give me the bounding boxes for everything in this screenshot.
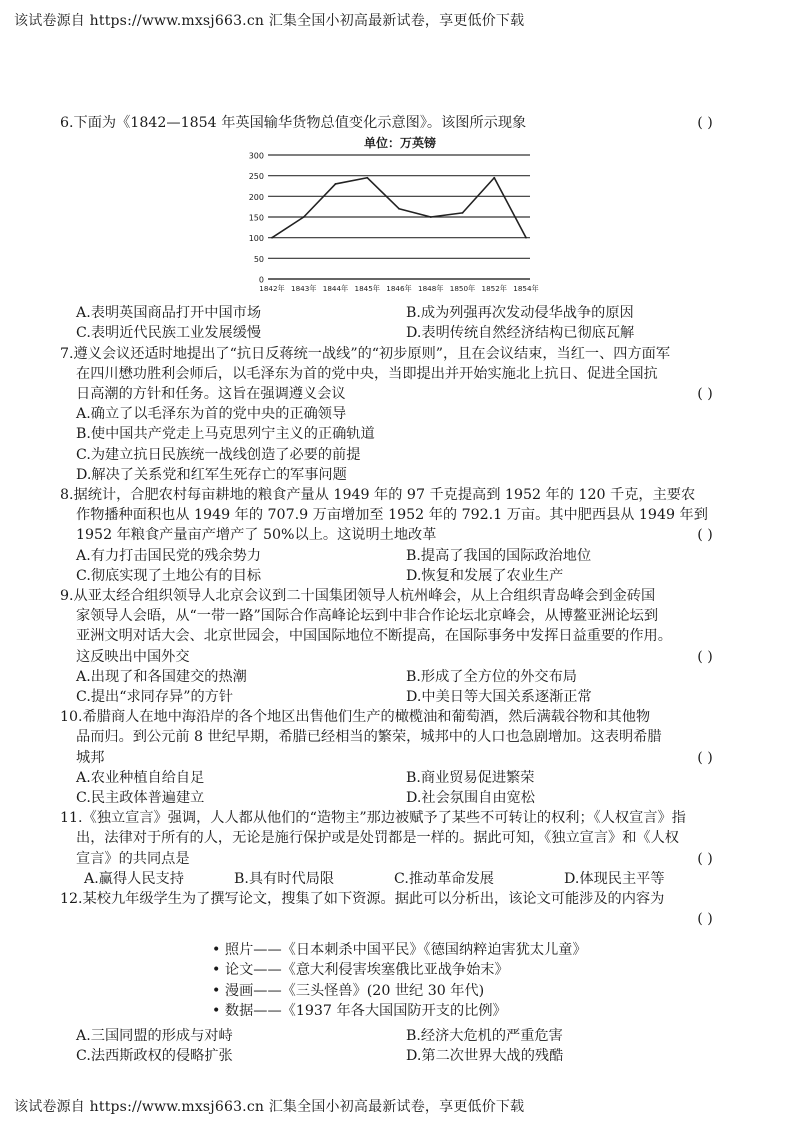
option-d[interactable]: D.解决了关系党和红军生死存亡的军事问题 bbox=[76, 466, 347, 483]
question-12-options bbox=[60, 1026, 728, 1066]
answer-bracket[interactable]: ( ) bbox=[697, 850, 713, 867]
option-d[interactable]: D.恢复和发展了农业生产 bbox=[406, 567, 564, 584]
data-point bbox=[462, 212, 464, 214]
question-8 bbox=[60, 485, 728, 586]
option-d[interactable]: D.表明传统自然经济结构已彻底瓦解 bbox=[406, 325, 635, 342]
question-12 bbox=[60, 889, 728, 1066]
option-d[interactable]: D.体现民主平等 bbox=[564, 870, 665, 887]
source-banner-top: 该试卷源自 https://www.mxsj663.cn 汇集全国小初高最新试卷，享更低价下载 bbox=[14, 13, 525, 29]
option-d[interactable]: D.第二次世界大战的残酷 bbox=[406, 1047, 564, 1064]
y-tick-label: 300 bbox=[248, 151, 264, 161]
option-a[interactable]: A.确立了以毛泽东为首的党中央的正确领导 bbox=[76, 406, 347, 423]
answer-bracket[interactable]: ( ) bbox=[697, 648, 713, 665]
x-tick-label: 1842年 bbox=[259, 284, 285, 294]
option-d[interactable]: D.中美日等大国关系逐渐正常 bbox=[406, 689, 592, 706]
question-12-stem-line-1: 12.某校九年级学生为了撰写论文，搜集了如下资源。据此可以分析出，该论文可能涉及的内容为 bbox=[60, 891, 665, 908]
option-d[interactable]: D.社会氛围自由宽松 bbox=[406, 790, 535, 807]
question-7-stem-line-2: 在四川懋功胜利会师后，以毛泽东为首的党中央，当即提出并开始实施北上抗日、促进全国抗 bbox=[76, 365, 658, 382]
chart-title: 单位：万英镑 bbox=[363, 136, 437, 151]
x-tick-label: 1846年 bbox=[386, 284, 412, 294]
question-9-stem-line-1: 9.从亚太经合组织领导人北京会议到二十国集团领导人杭州峰会，从上合组织青岛峰会到金砖国 bbox=[60, 588, 656, 605]
question-8-options bbox=[60, 546, 728, 586]
resource-item: • 数据——《1937 年各大国国防开支的比例》 bbox=[212, 1001, 728, 1022]
answer-bracket[interactable]: ( ) bbox=[697, 115, 713, 131]
resource-list bbox=[60, 940, 728, 1022]
question-11-stem-line-2: 出，法律对于所有的人，无论是施行保护或是处罚都是一样的。据此可知，《独立宣言》和《人权 bbox=[76, 830, 679, 847]
option-c[interactable]: C.推动革命发展 bbox=[394, 870, 494, 887]
x-tick-label: 1845年 bbox=[354, 284, 380, 294]
option-a[interactable]: A.有力打击国民党的残余势力 bbox=[76, 547, 262, 564]
option-b[interactable]: B.商业贸易促进繁荣 bbox=[406, 769, 535, 786]
x-tick-label: 1850年 bbox=[449, 284, 476, 294]
y-tick-label: 50 bbox=[253, 255, 264, 265]
data-point bbox=[366, 177, 368, 179]
y-tick-label: 200 bbox=[248, 193, 264, 203]
data-point bbox=[271, 237, 273, 239]
option-c[interactable]: C.民主政体普遍建立 bbox=[76, 790, 205, 807]
question-7-options bbox=[60, 404, 728, 485]
question-8-stem-line-1: 8.据统计，合肥农村每亩耕地的粮食产量从 1949 年的 97 千克提高到 1952 年的 120 千克，主要农 bbox=[60, 487, 696, 504]
y-tick-label: 0 bbox=[258, 275, 264, 285]
data-point bbox=[493, 177, 495, 179]
option-a[interactable]: A.出现了和各国建交的热潮 bbox=[76, 668, 247, 685]
question-7 bbox=[60, 344, 728, 485]
option-c[interactable]: C.法西斯政权的侵略扩张 bbox=[76, 1047, 233, 1064]
question-11 bbox=[60, 808, 728, 889]
option-b[interactable]: B.使中国共产党走上马克思列宁主义的正确轨道 bbox=[76, 426, 375, 443]
answer-bracket[interactable]: ( ) bbox=[697, 527, 713, 544]
chart-container bbox=[60, 133, 728, 303]
y-tick-label: 250 bbox=[248, 172, 264, 182]
resource-item: • 论文——《意大利侵害埃塞俄比亚战争始末》 bbox=[212, 960, 728, 981]
question-7-stem-line-3: 日高潮的方针和任务。这旨在强调遵义会议 bbox=[76, 386, 346, 403]
y-tick-label: 150 bbox=[248, 213, 264, 223]
resource-item: • 漫画——《三头怪兽》(20 世纪 30 年代) bbox=[212, 981, 728, 1002]
data-point bbox=[398, 208, 400, 210]
question-11-options bbox=[60, 869, 728, 889]
option-b[interactable]: B.具有时代局限 bbox=[234, 870, 335, 887]
option-a[interactable]: A.三国同盟的形成与对峙 bbox=[76, 1027, 233, 1044]
question-11-stem-line-1: 11.《独立宣言》强调，人人都从他们的“造物主”那边被赋予了某些不可转让的权利；《人权宣言》指 bbox=[60, 810, 686, 827]
x-tick-label: 1848年 bbox=[418, 284, 444, 294]
question-7-stem-line-1: 7.遵义会议还适时地提出了“抗日反蒋统一战线”的“初步原则”，且在会议结束，当红一、四方面军 bbox=[60, 345, 671, 362]
answer-bracket[interactable]: ( ) bbox=[697, 386, 713, 403]
question-6 bbox=[60, 113, 728, 344]
option-c[interactable]: C.彻底实现了土地公有的目标 bbox=[76, 567, 262, 584]
data-point bbox=[430, 216, 432, 218]
option-c[interactable]: C.提出“求同存异”的方针 bbox=[76, 689, 234, 706]
line-chart bbox=[240, 133, 550, 303]
x-tick-label: 1852年 bbox=[481, 284, 507, 294]
source-banner-bottom: 该试卷源自 https://www.mxsj663.cn 汇集全国小初高最新试卷，享更低价下载 bbox=[14, 1099, 525, 1115]
question-8-stem-line-3: 1952 年粮食产量亩产增产了 50%以上。这说明土地改革 bbox=[76, 527, 437, 544]
data-point bbox=[525, 237, 527, 239]
question-6-stem: 6.下面为《1842—1854 年英国输华货物总值变化示意图》。该图所示现象 bbox=[60, 115, 527, 131]
question-10-stem-line-3: 城邦 bbox=[76, 749, 105, 766]
option-a[interactable]: A.表明英国商品打开中国市场 bbox=[76, 305, 262, 322]
exam-page bbox=[60, 113, 728, 1066]
option-c[interactable]: C.为建立抗日民族统一战线创造了必要的前提 bbox=[76, 446, 361, 463]
question-6-options bbox=[60, 303, 728, 343]
series-line bbox=[272, 178, 526, 238]
data-point bbox=[335, 183, 337, 185]
option-b[interactable]: B.提高了我国的国际政治地位 bbox=[406, 547, 592, 564]
option-b[interactable]: B.经济大危机的严重危害 bbox=[406, 1027, 563, 1044]
question-10-stem-line-2: 品而归。到公元前 8 世纪早期，希腊已经相当的繁荣，城邦中的人口也急剧增加。这表明希腊 bbox=[76, 729, 662, 746]
question-9-stem-line-2: 家领导人会晤，从“一带一路”国际合作高峰论坛到中非合作论坛北京峰会，从博鳌亚洲论坛到 bbox=[76, 608, 659, 625]
question-9-stem-line-4: 这反映出中国外交 bbox=[76, 648, 190, 665]
question-9-options bbox=[60, 667, 728, 707]
option-a[interactable]: A.赢得人民支持 bbox=[84, 870, 184, 887]
option-c[interactable]: C.表明近代民族工业发展缓慢 bbox=[76, 325, 262, 342]
data-point bbox=[303, 216, 305, 218]
x-tick-label: 1843年 bbox=[291, 284, 317, 294]
x-tick-label: 1854年 bbox=[513, 284, 539, 294]
y-tick-label: 100 bbox=[248, 234, 264, 244]
option-b[interactable]: B.形成了全方位的外交布局 bbox=[406, 668, 577, 685]
answer-bracket[interactable]: ( ) bbox=[697, 749, 713, 766]
question-11-stem-line-3: 宣言》的共同点是 bbox=[76, 850, 190, 867]
question-10-options bbox=[60, 768, 728, 808]
option-a[interactable]: A.农业种植自给自足 bbox=[76, 769, 205, 786]
question-10 bbox=[60, 707, 728, 808]
option-b[interactable]: B.成为列强再次发动侵华战争的原因 bbox=[406, 305, 634, 322]
question-10-stem-line-1: 10.希腊商人在地中海沿岸的各个地区出售他们生产的橄榄油和葡萄酒，然后满载谷物和其他物 bbox=[60, 709, 651, 726]
resource-item: • 照片——《日本刺杀中国平民》《德国纳粹迫害犹太儿童》 bbox=[212, 940, 728, 961]
x-tick-label: 1844年 bbox=[322, 284, 349, 294]
question-9 bbox=[60, 586, 728, 707]
answer-bracket[interactable]: ( ) bbox=[697, 911, 713, 928]
question-9-stem-line-3: 亚洲文明对话大会、北京世园会，中国国际地位不断提高，在国际事务中发挥日益重要的作用。 bbox=[76, 628, 672, 645]
question-8-stem-line-2: 作物播种面积也从 1949 年的 707.9 万亩增加至 1952 年的 792.1 万亩。其中肥西县从 1949 年到 bbox=[76, 507, 708, 524]
